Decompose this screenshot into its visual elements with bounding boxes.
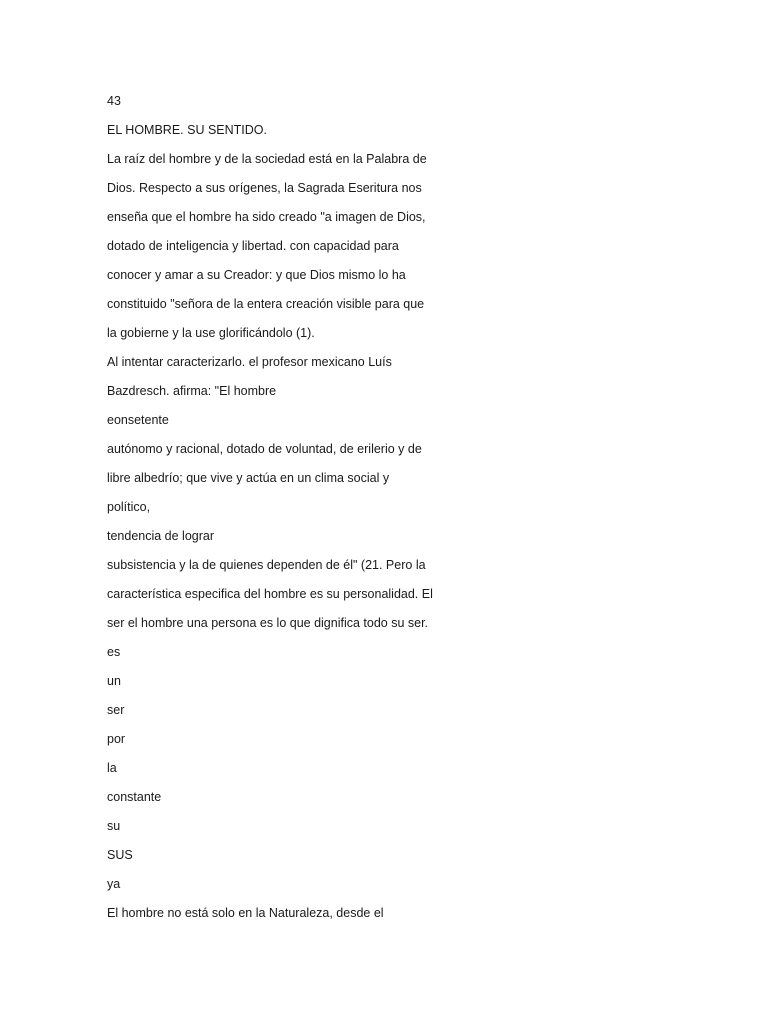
text-line: constante: [107, 790, 162, 804]
text-line: es: [107, 645, 121, 659]
text-line: enseña que el hombre ha sido creado "a imagen de Dios,: [107, 210, 426, 224]
text-line: un: [107, 674, 121, 688]
text-line: SUS: [107, 848, 133, 862]
text-line: constituido "señora de la entera creación visible para que: [107, 297, 425, 311]
text-line: Dios. Respecto a sus orígenes, la Sagrada Eseritura nos: [107, 181, 422, 195]
text-line: libre albedrío; que vive y actúa en un clima social y: [107, 471, 390, 485]
text-line: ser: [107, 703, 125, 717]
text-line: característica especifica del hombre es su personalidad. El: [107, 587, 433, 601]
text-line: su: [107, 819, 121, 833]
text-line: por: [107, 732, 126, 746]
text-line: Bazdresch. afirma: "El hombre: [107, 384, 277, 398]
section-heading: EL HOMBRE. SU SENTIDO.: [107, 123, 267, 137]
text-line: dotado de inteligencia y libertad. con capacidad para: [107, 239, 399, 253]
text-line: La raíz del hombre y de la sociedad está en la Palabra de: [107, 152, 427, 166]
text-line: político,: [107, 500, 151, 514]
text-line: subsistencia y la de quienes dependen de él" (21. Pero la: [107, 558, 426, 572]
text-line: conocer y amar a su Creador: y que Dios mismo lo ha: [107, 268, 406, 282]
text-line: ya: [107, 877, 121, 891]
text-line: la gobierne y la use glorificándolo (1).: [107, 326, 315, 340]
text-line: tendencia de lograr: [107, 529, 215, 543]
text-line: la: [107, 761, 117, 775]
text-line: eonsetente: [107, 413, 169, 427]
page-number: 43: [107, 94, 121, 108]
text-line: autónomo y racional, dotado de voluntad, de erilerio y de: [107, 442, 422, 456]
text-line: El hombre no está solo en la Naturaleza, desde el: [107, 906, 384, 920]
text-line: ser el hombre una persona es lo que dignifica todo su ser.: [107, 616, 429, 630]
text-block: [107, 87, 667, 928]
text-line: Al intentar caracterizarlo. el profesor mexicano Luís: [107, 355, 392, 369]
